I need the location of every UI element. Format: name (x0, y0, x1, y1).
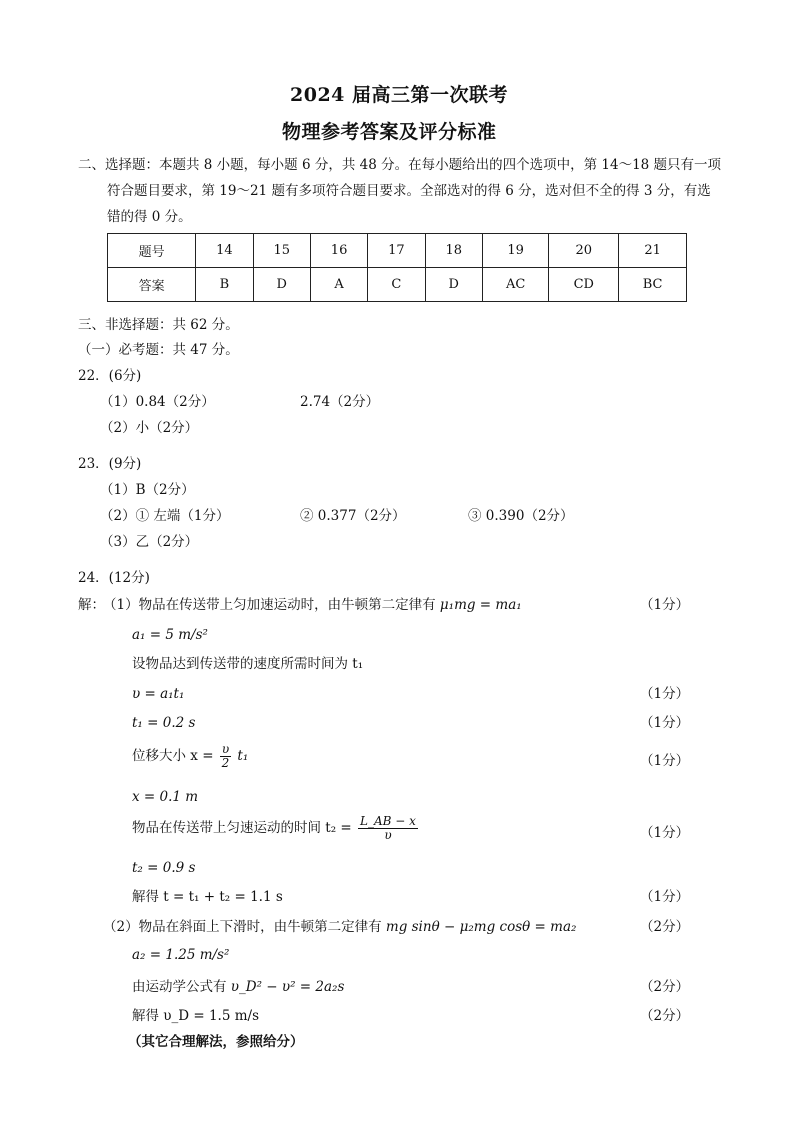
question-24-title: 24．(12分) (78, 570, 150, 586)
score-label: （1分） (640, 686, 690, 702)
table-row-numbers (108, 234, 687, 268)
table-cell: 19 (482, 234, 548, 268)
score-label: （2分） (640, 1008, 690, 1024)
answer-table (107, 233, 687, 302)
table-cell: 14 (196, 234, 253, 268)
table-cell: A (310, 268, 367, 302)
displacement-tail: t₁ (237, 748, 249, 764)
table-header-cell: 答案 (108, 268, 196, 302)
a1-result: a₁ = 5 m/s² (132, 627, 208, 643)
table-cell: C (368, 268, 425, 302)
table-cell: BC (619, 268, 687, 302)
table-cell: 21 (619, 234, 687, 268)
mcq-instructions-line-1: 二、选择题：本题共 8 小题，每小题 6 分，共 48 分。在每小题给出的四个选项中，第 14～18 题只有一项 (78, 157, 722, 173)
kinematics-label: 由运动学公式有 (132, 979, 227, 995)
score-label: （1分） (640, 597, 690, 613)
document-title: 2024 届高三第一次联考 (290, 84, 508, 106)
fraction-numerator: υ (221, 742, 230, 756)
table-cell: 17 (368, 234, 425, 268)
q23-answer-1: （1）B（2分） (100, 482, 195, 498)
vd-result: 解得 υ_D = 1.5 m/s (132, 1008, 260, 1024)
t2-label: 物品在传送带上匀速运动的时间 t₂ = (132, 820, 352, 836)
document-subtitle: 物理参考答案及评分标准 (282, 121, 497, 143)
score-label: （1分） (640, 825, 690, 841)
score-label: （2分） (640, 919, 690, 935)
alternative-solutions-note: （其它合理解法，参照给分） (128, 1034, 304, 1050)
fraction-numerator: L_AB − x (360, 814, 416, 828)
score-label: （2分） (640, 979, 690, 995)
table-header-cell: 题号 (108, 234, 196, 268)
t2-fraction (358, 815, 418, 842)
t1-result: t₁ = 0.2 s (132, 715, 196, 731)
x-result: x = 0.1 m (132, 789, 199, 805)
displacement-equation (132, 743, 248, 770)
section-heading: 三、非选择题：共 62 分。 (78, 317, 239, 333)
part1-equation: μ₁mg = ma₁ (439, 597, 522, 613)
kinematics-formula: υ_D² − υ² = 2a₂s (230, 979, 345, 995)
table-cell: D (425, 268, 482, 302)
question-22-title: 22．(6分) (78, 368, 142, 384)
kinematics-equation (132, 977, 344, 997)
displacement-label: 位移大小 x = (132, 748, 214, 764)
part1-intro-text: （1）物品在传送带上匀加速运动时，由牛顿第二定律有 (103, 597, 436, 613)
velocity-equation: υ = a₁t₁ (132, 686, 185, 702)
table-cell: B (196, 268, 253, 302)
q22-answer-1b: 2.74（2分） (300, 394, 380, 410)
table-cell: 20 (549, 234, 619, 268)
fraction-denominator: υ (384, 828, 392, 842)
solve-label: 解： (78, 597, 105, 613)
part1-intro (103, 595, 522, 615)
set-t1-text: 设物品达到传送带的速度所需时间为 t₁ (132, 656, 364, 672)
q22-answer-2: （2）小（2分） (100, 420, 199, 436)
score-label: （1分） (640, 753, 690, 769)
t2-result: t₂ = 0.9 s (132, 860, 196, 876)
q23-answer-2b: ② 0.377（2分） (300, 508, 406, 524)
table-cell: 18 (425, 234, 482, 268)
table-cell: D (253, 268, 310, 302)
q23-answer-2a: （2）① 左端（1分） (100, 508, 230, 524)
question-23-title: 23．(9分) (78, 456, 142, 472)
fraction-denominator: 2 (221, 756, 230, 770)
q23-answer-2c: ③ 0.390（2分） (468, 508, 574, 524)
part2-intro (103, 917, 576, 937)
score-label: （1分） (640, 715, 690, 731)
table-cell: AC (482, 268, 548, 302)
mcq-instructions-line-2: 符合题目要求，第 19～21 题有多项符合题目要求。全部选对的得 6 分，选对但不全的得 3 分，有选 (107, 183, 711, 199)
a2-result: a₂ = 1.25 m/s² (132, 947, 230, 963)
table-row-answers (108, 268, 687, 302)
part2-equation: mg sinθ − μ₂mg cosθ = ma₂ (385, 919, 577, 935)
t2-equation (132, 815, 420, 842)
t-total-result: 解得 t = t₁ + t₂ = 1.1 s (132, 889, 283, 905)
part2-intro-text: （2）物品在斜面上下滑时，由牛顿第二定律有 (103, 919, 382, 935)
table-cell: 15 (253, 234, 310, 268)
table-cell: CD (549, 268, 619, 302)
displacement-fraction (220, 743, 231, 770)
q22-answer-1a: （1）0.84（2分） (100, 394, 215, 410)
table-cell: 16 (310, 234, 367, 268)
q23-answer-3: （3）乙（2分） (100, 534, 199, 550)
score-label: （1分） (640, 889, 690, 905)
mcq-instructions-line-3: 错的得 0 分。 (107, 209, 192, 225)
subsection-heading: （一）必考题：共 47 分。 (78, 342, 239, 358)
